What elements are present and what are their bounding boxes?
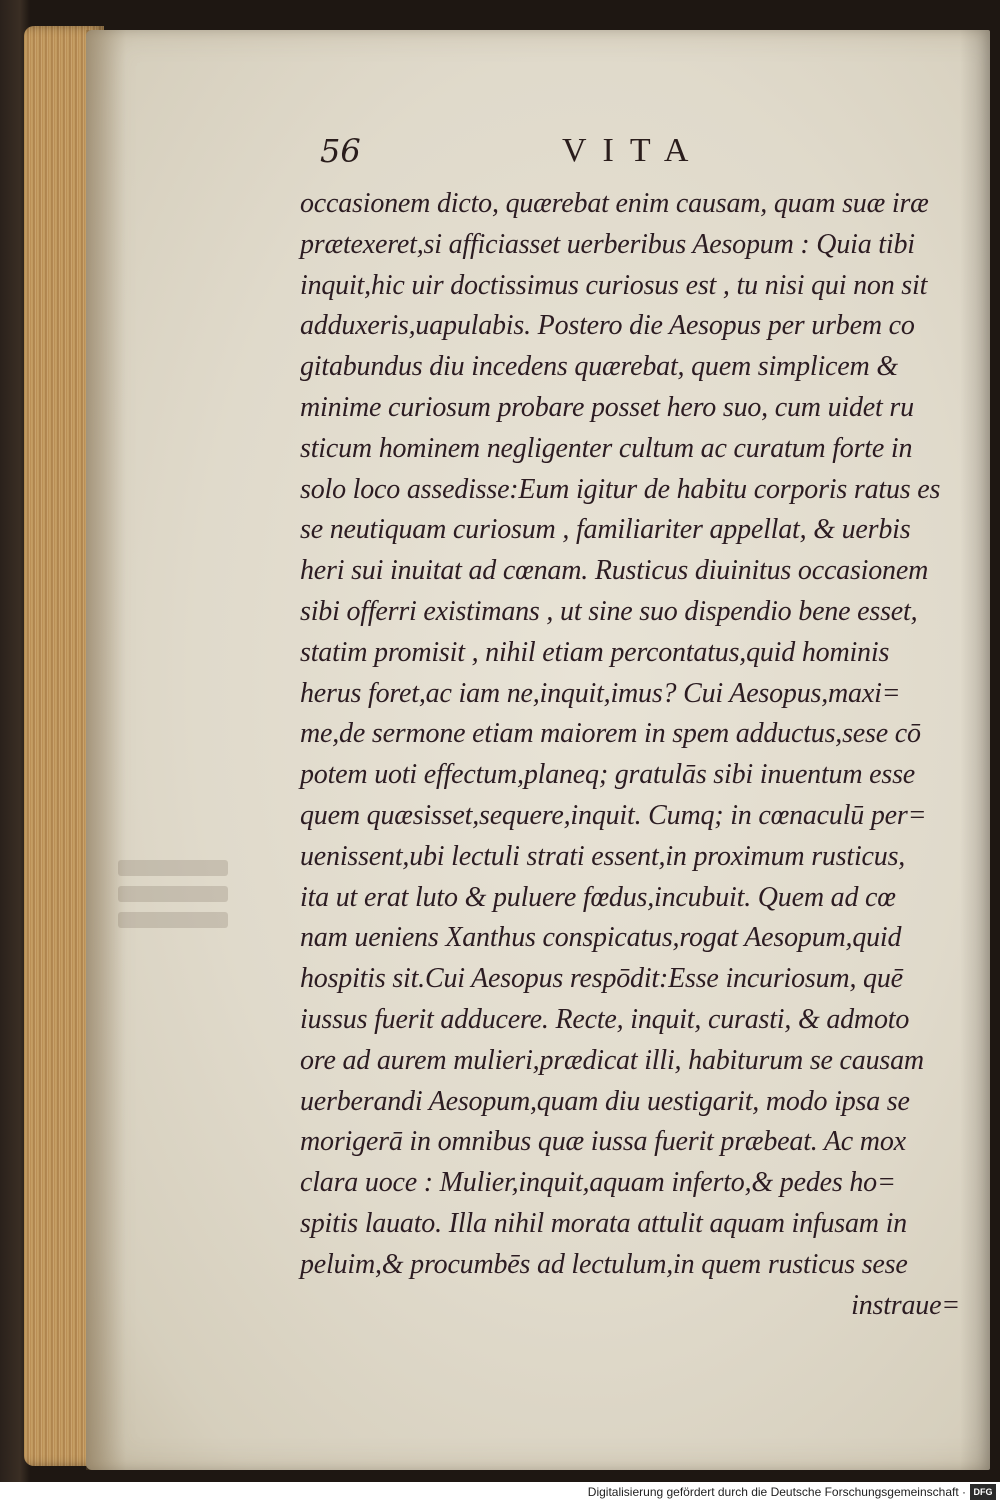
text-line: me,de sermone etiam maiorem in spem adductus,sese cō xyxy=(300,718,921,750)
text-line: spitis lauato. Illa nihil morata attulit aquam infusam in xyxy=(300,1207,907,1239)
text-line: prætexeret,si afficiasset uerberibus Aesopum : Quia tibi xyxy=(300,228,915,260)
text-line: ita ut erat luto & puluere fœdus,incubuit. Quem ad cœ xyxy=(300,881,896,913)
text-line: gitabundus diu incedens quærebat, quem simplicem & xyxy=(300,351,898,383)
text-line: heri sui inuitat ad cœnam. Rusticus diuinitus occasionem xyxy=(300,555,929,587)
footer-credit: Digitalisierung gefördert durch die Deutsche Forschungsgemeinschaft · xyxy=(587,1485,966,1499)
text-line: sibi offerri existimans , ut sine suo dispendio bene esset, xyxy=(300,595,918,627)
text-line: quem quæsisset,sequere,inquit. Cumq; in cœnaculū per= xyxy=(300,799,927,831)
text-line: minime curiosum probare posset hero suo, cum uidet ru xyxy=(300,391,914,423)
text-line: iussus fuerit adducere. Recte, inquit, curasti, & admoto xyxy=(300,1003,910,1035)
text-line: sticum hominem negligenter cultum ac curatum forte in xyxy=(300,432,913,464)
show-through-marks xyxy=(118,850,228,960)
text-line: se neutiquam curiosum , familiariter appellat, & uerbis xyxy=(300,514,911,546)
text-line: statim promisit , nihil etiam percontatus,quid hominis xyxy=(300,636,890,668)
text-line: morigerā in omnibus quæ iussa fuerit præbeat. Ac mox xyxy=(300,1126,906,1158)
catchword: instraue= xyxy=(851,1289,960,1321)
text-line: herus foret,ac iam ne,inquit,imus? Cui Aesopus,maxi= xyxy=(300,677,901,709)
text-line: solo loco assedisse:Eum igitur de habitu corporis ratus es xyxy=(300,473,941,505)
text-line: nam ueniens Xanthus conspicatus,rogat Aesopum,quid xyxy=(300,922,902,954)
text-line: uenissent,ubi lectuli strati essent,in proximum rusticus, xyxy=(300,840,906,872)
text-line: occasionem dicto, quærebat enim causam, quam suæ iræ xyxy=(300,188,929,219)
page-header xyxy=(300,132,950,178)
running-head: VITA xyxy=(562,132,705,169)
text-line: peluim,& procumbēs ad lectulum,in quem rusticus sese xyxy=(300,1248,908,1280)
text-line: clara uoce : Mulier,inquit,aquam inferto,& pedes ho= xyxy=(300,1167,896,1199)
text-line: potem uoti effectum,planeq; gratulās sibi inuentum esse xyxy=(300,759,916,791)
page-number: 56 xyxy=(320,132,361,170)
dfg-logo: DFG xyxy=(970,1484,996,1500)
page-edge-shadow xyxy=(960,30,990,1470)
text-line: ore ad aurem mulieri,prædicat illi, habiturum se causam xyxy=(300,1044,924,1076)
text-line: inquit,hic uir doctissimus curiosus est , tu nisi qui non sit xyxy=(300,269,928,301)
text-line: hospitis sit.Cui Aesopus respōdit:Esse incuriosum, quē xyxy=(300,963,903,995)
text-line: adduxeris,uapulabis. Postero die Aesopus per urbem co xyxy=(300,310,915,342)
digitization-footer xyxy=(0,1482,1000,1504)
gutter-shadow xyxy=(86,30,126,1470)
body-text xyxy=(300,184,960,1326)
text-line: uerberandi Aesopum,quam diu uestigarit, modo ipsa se xyxy=(300,1085,910,1117)
